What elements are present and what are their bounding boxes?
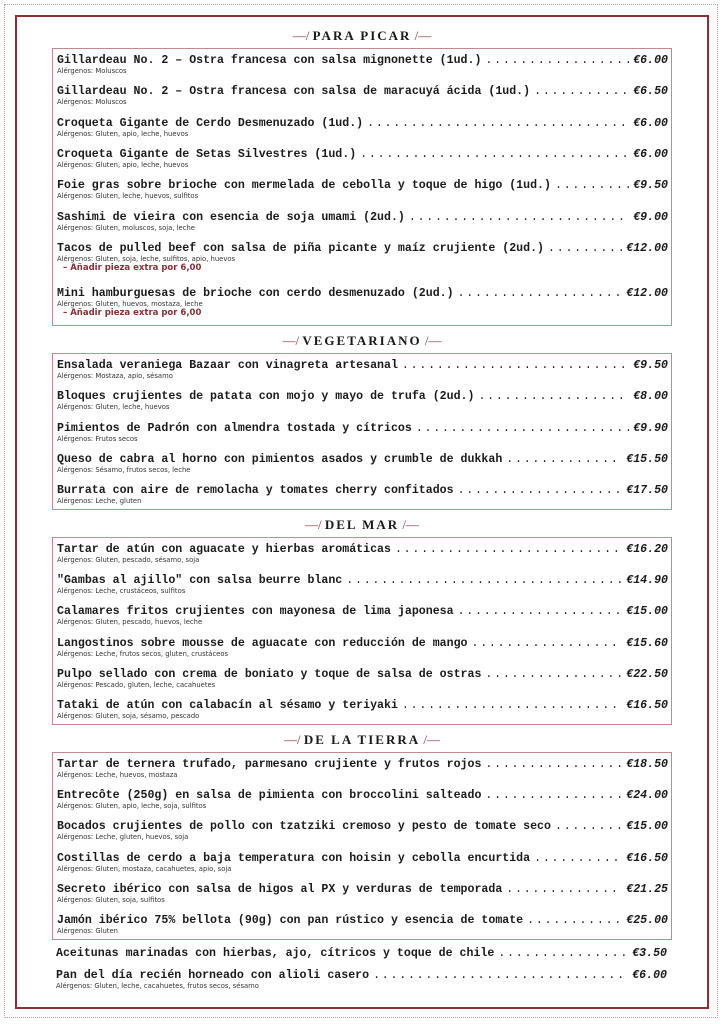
item-name: Aceitunas marinadas con hierbas, ajo, cítricos y toque de chile <box>56 947 495 960</box>
item-price: €16.20 <box>626 543 668 556</box>
item-allergens: Alérgenos: Gluten, leche, huevos, sulfitos <box>57 192 199 200</box>
section-box-del-mar <box>52 537 672 725</box>
menu-item <box>57 390 668 411</box>
leader-dots <box>373 969 628 982</box>
leader-dots <box>506 453 622 466</box>
item-price: €17.50 <box>626 484 668 497</box>
item-name: Sashimi de vieira con esencia de soja umami (2ud.) <box>57 211 405 224</box>
menu-item <box>57 914 668 935</box>
leader-dots <box>458 287 623 300</box>
menu-item <box>57 637 668 658</box>
menu-item <box>57 605 668 626</box>
item-price: €18.50 <box>626 758 668 771</box>
item-price: €12.00 <box>626 287 668 300</box>
leader-dots <box>555 820 622 833</box>
leader-dots <box>472 637 623 650</box>
item-allergens: Alérgenos: Pescado, gluten, leche, cacahuetes <box>57 681 216 689</box>
menu-item <box>57 422 668 443</box>
item-price: €15.50 <box>626 453 668 466</box>
item-price: €8.00 <box>633 390 668 403</box>
item-name: Jamón ibérico 75% bellota (90g) con pan rústico y esencia de tomate <box>57 914 524 927</box>
menu-item <box>57 484 668 505</box>
item-name: Croqueta Gigante de Cerdo Desmenuzado (1ud.) <box>57 117 364 130</box>
item-price: €22.50 <box>626 668 668 681</box>
leader-dots <box>346 574 622 587</box>
item-price: €9.90 <box>633 422 668 435</box>
item-allergens: Alérgenos: Leche, frutos secos, gluten, crustáceos <box>57 650 229 658</box>
item-price: €6.50 <box>633 85 668 98</box>
item-price: €16.50 <box>626 852 668 865</box>
leader-dots <box>416 422 629 435</box>
item-price: €6.00 <box>633 54 668 67</box>
item-allergens: Alérgenos: Gluten, huevos, mostaza, leche <box>57 300 203 308</box>
leader-dots <box>409 211 629 224</box>
extra-piece-note: – Añadir pieza extra por 6,00 <box>63 263 202 273</box>
item-price: €25.00 <box>626 914 668 927</box>
item-name: Entrecôte (250g) en salsa de pimienta con broccolini salteado <box>57 789 482 802</box>
leader-dots <box>458 605 623 618</box>
item-name: Gillardeau No. 2 – Ostra francesa con salsa mignonette (1ud.) <box>57 54 482 67</box>
menu-item <box>57 574 668 595</box>
item-allergens: Alérgenos: Gluten, soja, sulfitos <box>57 896 165 904</box>
menu-item <box>57 820 668 841</box>
item-allergens: Alérgenos: Leche, gluten, huevos, soja <box>57 833 189 841</box>
item-price: €16.50 <box>626 699 668 712</box>
leader-dots <box>367 117 629 130</box>
menu-item <box>57 668 668 689</box>
item-allergens: Alérgenos: Leche, gluten <box>57 497 142 505</box>
item-name: Croqueta Gigante de Setas Silvestres (1ud.) <box>57 148 357 161</box>
menu-item-extra <box>56 969 667 990</box>
item-price: €9.00 <box>633 211 668 224</box>
menu-item <box>57 453 668 474</box>
item-price: €9.50 <box>633 179 668 192</box>
item-allergens: Alérgenos: Gluten <box>57 927 118 935</box>
item-name: Foie gras sobre brioche con mermelada de cebolla y toque de higo (1ud.) <box>57 179 551 192</box>
menu-item <box>57 179 668 200</box>
section-title-text: VEGETARIANO <box>302 333 422 348</box>
item-name: Gillardeau No. 2 – Ostra francesa con salsa de maracuyá ácida (1ud.) <box>57 85 531 98</box>
item-allergens: Alérgenos: Gluten, apio, leche, soja, sulfitos <box>57 802 207 810</box>
item-name: "Gambas al ajillo" con salsa beurre blanc <box>57 574 343 587</box>
item-allergens: Alérgenos: Gluten, soja, leche, sulfitos, apio, huevos <box>57 255 236 263</box>
section-title-text: DEL MAR <box>324 517 400 532</box>
item-name: Tataki de atún con calabacín al sésamo y teriyaki <box>57 699 398 712</box>
item-name: Costillas de cerdo a baja temperatura con hoisin y cebolla encurtida <box>57 852 531 865</box>
section-box-para-picar <box>52 48 672 326</box>
section-box-de-la-tierra <box>52 752 672 940</box>
item-allergens: Alérgenos: Gluten, soja, sésamo, pescado <box>57 712 200 720</box>
extra-piece-note: – Añadir pieza extra por 6,00 <box>63 308 202 318</box>
item-allergens: Alérgenos: Moluscos <box>57 98 127 106</box>
leader-dots <box>485 668 622 681</box>
item-allergens: Alérgenos: Gluten, mostaza, cacahuetes, apio, soja <box>57 865 232 873</box>
item-name: Secreto ibérico con salsa de higos al PX y verduras de temporada <box>57 883 503 896</box>
item-name: Tacos de pulled beef con salsa de piña picante y maíz crujiente (2ud.) <box>57 242 545 255</box>
leader-dots <box>527 914 622 927</box>
leader-dots <box>498 947 628 960</box>
section-title-text: PARA PICAR <box>312 28 412 43</box>
menu-item <box>57 211 668 232</box>
item-allergens: Alérgenos: Mostaza, apio, sésamo <box>57 372 173 380</box>
leader-dots <box>555 179 629 192</box>
menu-item <box>57 117 668 138</box>
item-name: Burrata con aire de remolacha y tomates cherry confitados <box>57 484 454 497</box>
item-name: Pan del día recién horneado con alioli casero <box>56 969 370 982</box>
leader-dots <box>485 54 629 67</box>
leader-dots <box>506 883 622 896</box>
leader-dots <box>360 148 629 161</box>
menu-item <box>57 852 668 873</box>
item-price: €3.50 <box>632 947 667 960</box>
item-price: €6.00 <box>633 117 668 130</box>
menu-item <box>57 758 668 779</box>
item-allergens: Alérgenos: Gluten, apio, leche, huevos <box>57 161 189 169</box>
leader-dots <box>485 758 622 771</box>
leader-dots <box>485 789 622 802</box>
item-price: €6.00 <box>632 969 667 982</box>
item-allergens: Alérgenos: Sésamo, frutos secos, leche <box>57 466 191 474</box>
item-price: €6.00 <box>633 148 668 161</box>
section-title-del-mar: —/ DEL MAR /— <box>304 517 420 532</box>
item-name: Bocados crujientes de pollo con tzatziki cremoso y pesto de tomate seco <box>57 820 551 833</box>
menu-item <box>57 148 668 169</box>
item-name: Tartar de atún con aguacate y hierbas aromáticas <box>57 543 391 556</box>
section-title-para-picar: —/ PARA PICAR /— <box>292 28 432 43</box>
section-title-de-la-tierra: —/ DE LA TIERRA /— <box>284 732 440 747</box>
leader-dots <box>548 242 622 255</box>
section-box-vegetariano <box>52 353 672 510</box>
item-name: Pulpo sellado con crema de boniato y toque de salsa de ostras <box>57 668 482 681</box>
section-title-text: DE LA TIERRA <box>303 732 421 747</box>
menu-item <box>57 242 668 274</box>
menu-item <box>57 54 668 75</box>
item-name: Pimientos de Padrón con almendra tostada y cítricos <box>57 422 412 435</box>
item-allergens: Alérgenos: Moluscos <box>57 67 127 75</box>
menu-item <box>57 359 668 380</box>
item-allergens: Alérgenos: Gluten, pescado, huevos, leche <box>57 618 203 626</box>
menu-item-extra <box>56 947 667 960</box>
leader-dots <box>534 852 622 865</box>
menu-item <box>57 699 668 720</box>
section-title-vegetariano: —/ VEGETARIANO /— <box>282 333 442 348</box>
item-allergens: Alérgenos: Gluten, pescado, sésamo, soja <box>57 556 200 564</box>
leader-dots <box>478 390 629 403</box>
item-price: €14.90 <box>626 574 668 587</box>
leader-dots <box>458 484 623 497</box>
item-allergens: Alérgenos: Frutos secos <box>57 435 138 443</box>
item-name: Mini hamburguesas de brioche con cerdo desmenuzado (2ud.) <box>57 287 454 300</box>
menu-item <box>57 883 668 904</box>
item-name: Queso de cabra al horno con pimientos asados y crumble de dukkah <box>57 453 503 466</box>
leader-dots <box>402 699 622 712</box>
item-name: Bloques crujientes de patata con mojo y mayo de trufa (2ud.) <box>57 390 475 403</box>
item-price: €24.00 <box>626 789 668 802</box>
item-allergens: Alérgenos: Gluten, apio, leche, huevos <box>57 130 189 138</box>
menu-item <box>57 85 668 106</box>
leader-dots <box>402 359 629 372</box>
item-allergens: Alérgenos: Leche, huevos, mostaza <box>57 771 178 779</box>
item-price: €15.00 <box>626 820 668 833</box>
item-allergens: Alérgenos: Leche, crustáceos, sulfitos <box>57 587 186 595</box>
menu-item <box>57 287 668 319</box>
leader-dots <box>395 543 622 556</box>
item-name: Tartar de ternera trufado, parmesano crujiente y frutos rojos <box>57 758 482 771</box>
item-price: €15.60 <box>626 637 668 650</box>
item-name: Calamares fritos crujientes con mayonesa de lima japonesa <box>57 605 454 618</box>
item-price: €21.25 <box>626 883 668 896</box>
item-name: Langostinos sobre mousse de aguacate con reducción de mango <box>57 637 468 650</box>
item-price: €15.00 <box>626 605 668 618</box>
item-allergens: Alérgenos: Gluten, leche, cacahuetes, frutos secos, sésamo <box>56 982 259 990</box>
item-allergens: Alérgenos: Gluten, moluscos, soja, leche <box>57 224 195 232</box>
item-price: €12.00 <box>626 242 668 255</box>
menu-item <box>57 543 668 564</box>
item-allergens: Alérgenos: Gluten, leche, huevos <box>57 403 170 411</box>
item-price: €9.50 <box>633 359 668 372</box>
leader-dots <box>534 85 629 98</box>
menu-item <box>57 789 668 810</box>
item-name: Ensalada veraniega Bazaar con vinagreta artesanal <box>57 359 398 372</box>
